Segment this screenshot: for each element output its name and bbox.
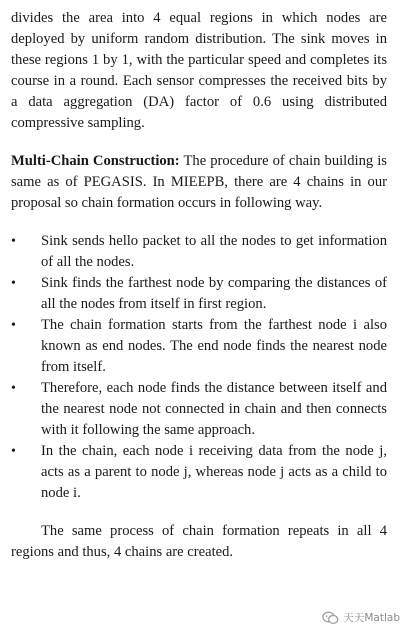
bullet-icon: •	[11, 318, 16, 333]
list-item	[11, 441, 387, 504]
chain-steps-list	[11, 231, 387, 504]
list-item	[11, 315, 387, 378]
list-item	[11, 231, 387, 273]
list-item-text: Therefore, each node finds the distance between itself and the nearest node not connected in chain and then connects with it following the same approach.	[41, 380, 387, 438]
list-item-text: In the chain, each node i receiving data from the node j, acts as a parent to node j, whereas node j acts as a child to node i.	[41, 443, 387, 501]
watermark	[322, 610, 400, 625]
bullet-icon: •	[11, 381, 16, 396]
paragraph-region-deployment: divides the area into 4 equal regions in which nodes are deployed by uniform random distribution. The sink moves in these regions 1 by 1, with the particular speed and completes its course in a round. Each sensor compresses the received bits by a data aggregation (DA) factor of 0.6 using distributed compressive sampling.	[11, 10, 387, 131]
list-item-text: Sink sends hello packet to all the nodes to get information of all the nodes.	[41, 233, 387, 270]
list-item	[11, 378, 387, 441]
bullet-icon: •	[11, 276, 16, 291]
paragraph-multi-chain-text: The procedure of chain building is same as of PEGASIS. In MIEEPB, there are 4 chains in our proposal so chain formation occurs in following way.	[11, 153, 387, 211]
paragraph-conclusion: The same process of chain formation repeats in all 4 regions and thus, 4 chains are created.	[11, 523, 387, 560]
list-item	[11, 273, 387, 315]
wechat-icon	[322, 611, 339, 625]
section-heading: Multi-Chain Construction:	[11, 153, 180, 169]
bullet-icon: •	[11, 234, 16, 249]
document-page	[11, 8, 387, 563]
list-item-text: Sink finds the farthest node by comparing the distances of all the nodes from itself in first region.	[41, 275, 387, 312]
paragraph-multi-chain	[11, 151, 387, 214]
watermark-text: 天天Matlab	[343, 612, 400, 624]
list-item-text: The chain formation starts from the farthest node i also known as end nodes. The end node finds the nearest node from itself.	[41, 317, 387, 375]
bullet-icon: •	[11, 444, 16, 459]
